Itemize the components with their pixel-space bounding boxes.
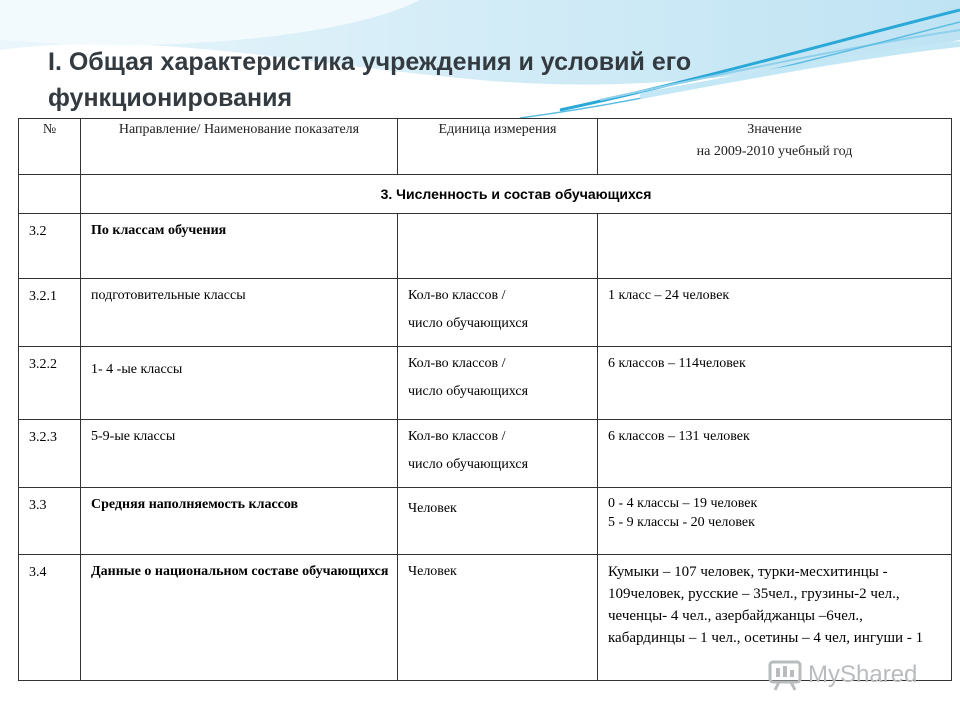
table-row: [19, 279, 952, 347]
row-num: 3.2: [19, 214, 81, 279]
table-row: [19, 347, 952, 420]
section-row: [19, 175, 952, 214]
row-value-line2: 5 - 9 классы - 20 человек: [608, 515, 755, 530]
row-value: 1 класс – 24 человек: [598, 279, 952, 347]
row-num: 3.2.2: [19, 347, 81, 420]
row-name: подготовительные классы: [81, 279, 398, 347]
row-unit-line1: Кол-во классов /: [408, 429, 506, 444]
header-num: №: [19, 119, 81, 175]
row-name: Средняя наполняемость классов: [81, 488, 398, 555]
row-unit-line2: число обучающихся: [408, 457, 529, 472]
header-value-line2: на 2009-2010 учебный год: [696, 144, 853, 159]
row-value: 6 классов – 131 человек: [598, 420, 952, 488]
header-value: [598, 119, 952, 175]
row-num: 3.3: [19, 488, 81, 555]
row-num: 3.2.3: [19, 420, 81, 488]
row-name: По классам обучения: [81, 214, 398, 279]
row-unit: [398, 347, 598, 420]
row-name: 5-9-ые классы: [81, 420, 398, 488]
row-unit-line2: число обучающихся: [408, 316, 529, 331]
row-value: 6 классов – 114человек: [598, 347, 952, 420]
row-value: [598, 214, 952, 279]
table-row: [19, 488, 952, 555]
header-name: Направление/ Наименование показателя: [81, 119, 398, 175]
row-unit: [398, 420, 598, 488]
header-unit: Единица измерения: [398, 119, 598, 175]
table-row: [19, 214, 952, 279]
row-unit: Человек: [398, 555, 598, 681]
row-unit-line2: число обучающихся: [408, 384, 529, 399]
row-unit: [398, 279, 598, 347]
row-unit-line1: Кол-во классов /: [408, 288, 506, 303]
header-value-line1: Значение: [747, 122, 802, 137]
row-value: [598, 488, 952, 555]
slide-title: I. Общая характеристика учреждения и условий его функционирования: [48, 48, 692, 112]
row-name: 1- 4 -ые классы: [81, 347, 398, 420]
row-unit: [398, 214, 598, 279]
row-num: 3.2.1: [19, 279, 81, 347]
section-num-empty: [19, 175, 81, 214]
section-title: 3. Численность и состав обучающихся: [81, 175, 952, 214]
row-num: 3.4: [19, 555, 81, 681]
watermark-text: MyShared: [808, 661, 918, 688]
row-value: Кумыки – 107 человек, турки-месхитинцы - 109человек, русские – 35чел., грузины-2 чел., чеченцы- 4 чел., азербайджанцы –6чел., кабардинцы – 1 чел., осетины – 4 чел, ингуши - 1: [598, 555, 952, 681]
table-row: [19, 420, 952, 488]
row-name: Данные о национальном составе обучающихся: [81, 555, 398, 681]
presentation-board-icon: [768, 659, 802, 691]
row-unit: Человек: [398, 488, 598, 555]
indicators-table: [18, 118, 952, 681]
row-unit-line1: Кол-во классов /: [408, 356, 506, 371]
myshared-watermark: [768, 657, 917, 693]
table-header-row: [19, 119, 952, 175]
row-value-line1: 0 - 4 классы – 19 человек: [608, 496, 758, 511]
